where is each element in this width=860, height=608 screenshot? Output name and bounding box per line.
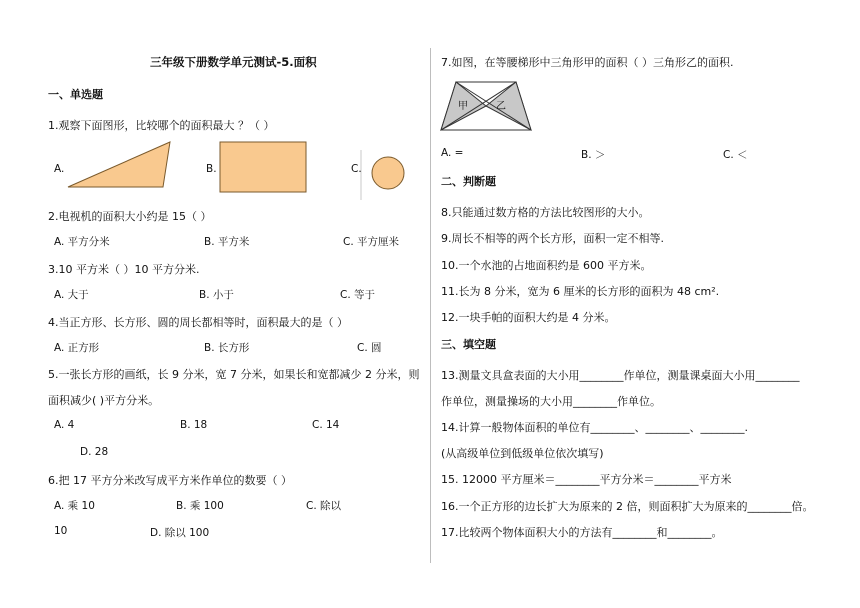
q1-triangle-figure — [66, 140, 172, 190]
q2-option-b[interactable]: B. 平方米 — [204, 236, 250, 248]
q1-divider-line — [360, 150, 362, 200]
question-4: 4.当正方形、长方形、圆的周长都相等时，面积最大的是（ ） — [48, 316, 348, 329]
question-5-line1: 5.一张长方形的画纸，长 9 分米，宽 7 分米，如果长和宽都减少 2 分米，则 — [48, 368, 420, 381]
section-judge: 二、判断题 — [441, 175, 496, 188]
question-14-line2: (从高级单位到低级单位依次填写) — [441, 447, 604, 460]
q4-option-a[interactable]: A. 正方形 — [54, 342, 100, 354]
q6-option-b[interactable]: B. 乘 100 — [176, 500, 224, 512]
q1-circle-figure — [370, 155, 406, 191]
q7-option-c[interactable]: C. ＜ — [723, 149, 748, 161]
q5-option-c[interactable]: C. 14 — [312, 419, 340, 431]
question-11: 11.长为 8 分米，宽为 6 厘米的长方形的面积为 48 cm². — [441, 285, 720, 298]
q1-option-a[interactable]: A. — [54, 163, 65, 175]
question-5-line2: 面积减少( )平方分米。 — [48, 394, 160, 407]
question-8: 8.只能通过数方格的方法比较图形的大小。 — [441, 206, 650, 219]
question-15: 15. 12000 平方厘米＝________平方分米＝________平方米 — [441, 473, 732, 486]
question-13-line2: 作单位，测量操场的大小用________作单位。 — [441, 395, 661, 408]
question-12: 12.一块手帕的面积大约是 4 分米。 — [441, 311, 616, 324]
question-3: 3.10 平方米（ ）10 平方分米. — [48, 263, 200, 276]
q6-option-d[interactable]: D. 除以 100 — [150, 527, 210, 539]
question-10: 10.一个水池的占地面积约是 600 平方米。 — [441, 259, 652, 272]
q3-option-c[interactable]: C. 等于 — [340, 289, 376, 301]
q5-option-d[interactable]: D. 28 — [80, 446, 109, 458]
q7-option-b[interactable]: B. ＞ — [581, 149, 606, 161]
q7-trapezoid-figure — [440, 80, 532, 132]
q7-label-jia: 甲 — [458, 101, 468, 112]
question-13-line1: 13.测量文具盒表面的大小用________作单位，测量课桌面大小用________ — [441, 369, 800, 382]
q6-option-c-cont: 10 — [54, 525, 68, 537]
q6-option-a[interactable]: A. 乘 10 — [54, 500, 95, 512]
q2-option-a[interactable]: A. 平方分米 — [54, 236, 110, 248]
q4-option-b[interactable]: B. 长方形 — [204, 342, 250, 354]
question-9: 9.周长不相等的两个长方形，面积一定不相等. — [441, 232, 664, 245]
question-6: 6.把 17 平方分米改写成平方米作单位的数要（ ） — [48, 474, 292, 487]
q7-option-a[interactable]: A. = — [441, 147, 464, 159]
q1-option-b[interactable]: B. — [206, 163, 217, 175]
q5-option-b[interactable]: B. 18 — [180, 419, 208, 431]
question-17: 17.比较两个物体面积大小的方法有________和________。 — [441, 526, 723, 539]
column-divider — [430, 48, 431, 563]
q1-rectangle-figure — [219, 141, 307, 193]
q3-option-b[interactable]: B. 小于 — [199, 289, 234, 301]
q2-option-c[interactable]: C. 平方厘米 — [343, 236, 400, 248]
question-14-line1: 14.计算一般物体面积的单位有________、________、________. — [441, 421, 748, 434]
question-1: 1.观察下面图形，比较哪个的面积最大 ？（ ） — [48, 119, 275, 132]
page-title: 三年级下册数学单元测试-5.面积 — [150, 55, 317, 69]
question-16: 16.一个正方形的边长扩大为原来的 2 倍，则面积扩大为原来的________倍。 — [441, 500, 814, 513]
q1-option-c[interactable]: C. — [351, 163, 362, 175]
q4-option-c[interactable]: C. 圆 — [357, 342, 382, 354]
q5-option-a[interactable]: A. 4 — [54, 419, 75, 431]
q6-option-c[interactable]: C. 除以 — [306, 500, 342, 512]
question-2: 2.电视机的面积大小约是 15（ ） — [48, 210, 212, 223]
section-fill-in: 三、填空题 — [441, 338, 496, 351]
question-7: 7.如图，在等腰梯形中三角形甲的面积（ ）三角形乙的面积. — [441, 56, 734, 69]
q3-option-a[interactable]: A. 大于 — [54, 289, 89, 301]
q7-label-yi: 乙 — [496, 101, 506, 112]
section-single-choice: 一、单选题 — [48, 88, 103, 101]
